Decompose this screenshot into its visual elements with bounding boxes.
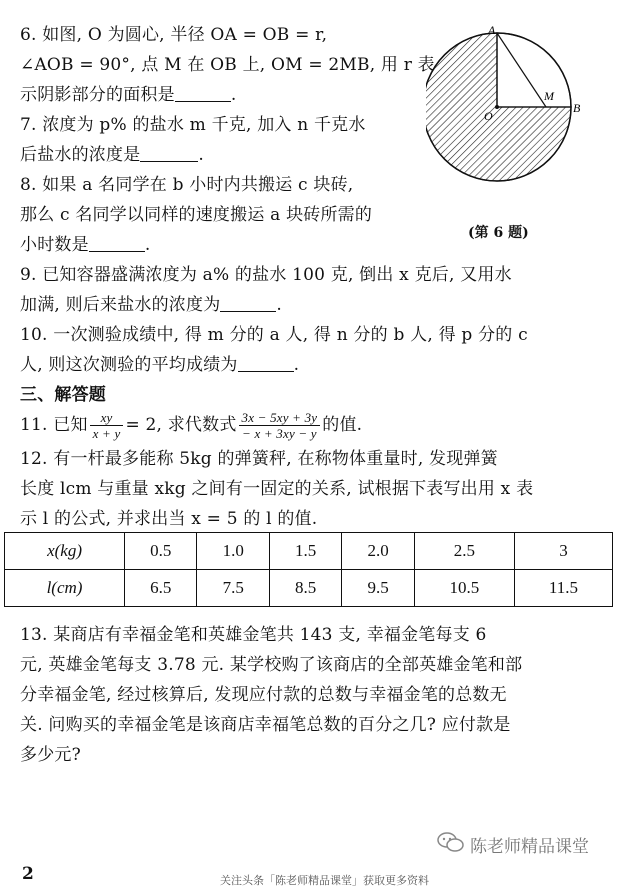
segment-am — [497, 33, 546, 107]
q11 — [20, 410, 362, 441]
answer-blank — [140, 145, 198, 162]
page-number: 2 — [22, 864, 34, 884]
q8-line1: 8. 如果 a 名同学在 b 小时内共搬运 c 块砖, — [20, 175, 354, 195]
circle-figure — [426, 20, 606, 220]
q7-line2: 后盐水的浓度是 . — [20, 145, 205, 165]
table-cell: 1.0 — [197, 533, 269, 570]
q11-mid: = 2, 求代数式 — [125, 415, 237, 435]
q6-line1: 6. 如图, O 为圆心, 半径 OA = OB = r, — [20, 25, 328, 45]
table-cell: 7.5 — [197, 570, 269, 607]
q11-prefix: 11. 已知 — [20, 415, 88, 435]
q11-suffix: 的值. — [322, 415, 363, 435]
q8-line2: 那么 c 名同学以同样的速度搬运 a 块砖所需的 — [20, 205, 373, 225]
center-dot — [495, 105, 499, 109]
fraction-numerator: xy — [90, 410, 124, 426]
answer-blank — [89, 235, 145, 252]
q8-line3-text: 小时数是 — [20, 235, 89, 255]
q7-line2-text: 后盐水的浓度是 — [20, 145, 141, 165]
table-row — [5, 570, 613, 607]
q9-line1: 9. 已知容器盛满浓度为 a% 的盐水 100 克, 倒出 x 克后, 又用水 — [20, 265, 512, 285]
label-a: A — [488, 23, 496, 37]
answer-blank — [238, 355, 294, 372]
label-o: O — [484, 109, 493, 123]
q13-line1: 13. 某商店有幸福金笔和英雄金笔共 143 支, 幸福金笔每支 6 — [20, 625, 487, 645]
answer-blank — [175, 85, 231, 102]
q8-line3: 小时数是 . — [20, 235, 151, 255]
q9-line2-text: 加满, 则后来盐水的浓度为 — [20, 295, 221, 315]
q12-line3: 示 l 的公式, 并求出当 x = 5 的 l 的值. — [20, 509, 318, 529]
sector-outline — [497, 33, 571, 107]
q10-line2: 人, 则这次测验的平均成绩为 . — [20, 355, 300, 375]
q10-line1: 10. 一次测验成绩中, 得 m 分的 a 人, 得 n 分的 b 人, 得 p 分的 c — [20, 325, 528, 345]
table-cell: l(cm) — [5, 570, 125, 607]
q7-line1: 7. 浓度为 p% 的盐水 m 千克, 加入 n 千克水 — [20, 115, 366, 135]
q6-line3: 示阴影部分的面积是 . — [20, 85, 237, 105]
fraction-numerator: 3x − 5xy + 3y — [239, 410, 321, 426]
table-cell: 11.5 — [514, 570, 612, 607]
figure-caption: (第 6 题) — [468, 225, 529, 241]
q13-line3: 分幸福金笔, 经过核算后, 发现应付款的总数与幸福金笔的总数无 — [20, 685, 507, 705]
table-cell: 9.5 — [342, 570, 414, 607]
label-m: M — [544, 89, 554, 103]
footer-note: 关注头条「陈老师精品课堂」获取更多资料 — [220, 874, 429, 887]
q6-line3-text: 示阴影部分的面积是 — [20, 85, 175, 105]
label-b: B — [573, 101, 581, 115]
q13-line2: 元, 英雄金笔每支 3.78 元. 某学校购了该商店的全部英雄金笔和部 — [20, 655, 523, 675]
q13-line5: 多少元? — [20, 745, 81, 765]
q6-line2: ∠AOB = 90°, 点 M 在 OB 上, OM = 2MB, 用 r 表 — [20, 55, 435, 75]
fraction-denominator: x + y — [92, 426, 121, 441]
q13-line4: 关. 问购买的幸福金笔是该商店幸福笔总数的百分之几? 应付款是 — [20, 715, 511, 735]
watermark-text: 陈老师精品课堂 — [470, 837, 589, 857]
fraction-denominator: − x + 3xy − y — [242, 426, 317, 441]
table-cell: 10.5 — [414, 570, 514, 607]
q11-fraction-1 — [90, 410, 124, 441]
q11-fraction-2 — [239, 410, 321, 441]
q12-line1: 12. 有一杆最多能称 5kg 的弹簧秤, 在称物体重量时, 发现弹簧 — [20, 449, 498, 469]
q10-line2-text: 人, 则这次测验的平均成绩为 — [20, 355, 238, 375]
table-cell: 2.5 — [414, 533, 514, 570]
table-cell: 2.0 — [342, 533, 414, 570]
table-cell: x(kg) — [5, 533, 125, 570]
data-table — [4, 532, 613, 607]
table-cell: 1.5 — [269, 533, 341, 570]
q12-line2: 长度 lcm 与重量 xkg 之间有一固定的关系, 试根据下表写出用 x 表 — [20, 479, 534, 499]
table-row — [5, 533, 613, 570]
section-heading: 三、解答题 — [20, 385, 106, 405]
answer-blank — [220, 295, 276, 312]
table-cell: 0.5 — [125, 533, 197, 570]
table-cell: 6.5 — [125, 570, 197, 607]
table-cell: 3 — [514, 533, 612, 570]
wechat-icon — [436, 830, 466, 854]
table-cell: 8.5 — [269, 570, 341, 607]
q9-line2: 加满, 则后来盐水的浓度为 . — [20, 295, 283, 315]
